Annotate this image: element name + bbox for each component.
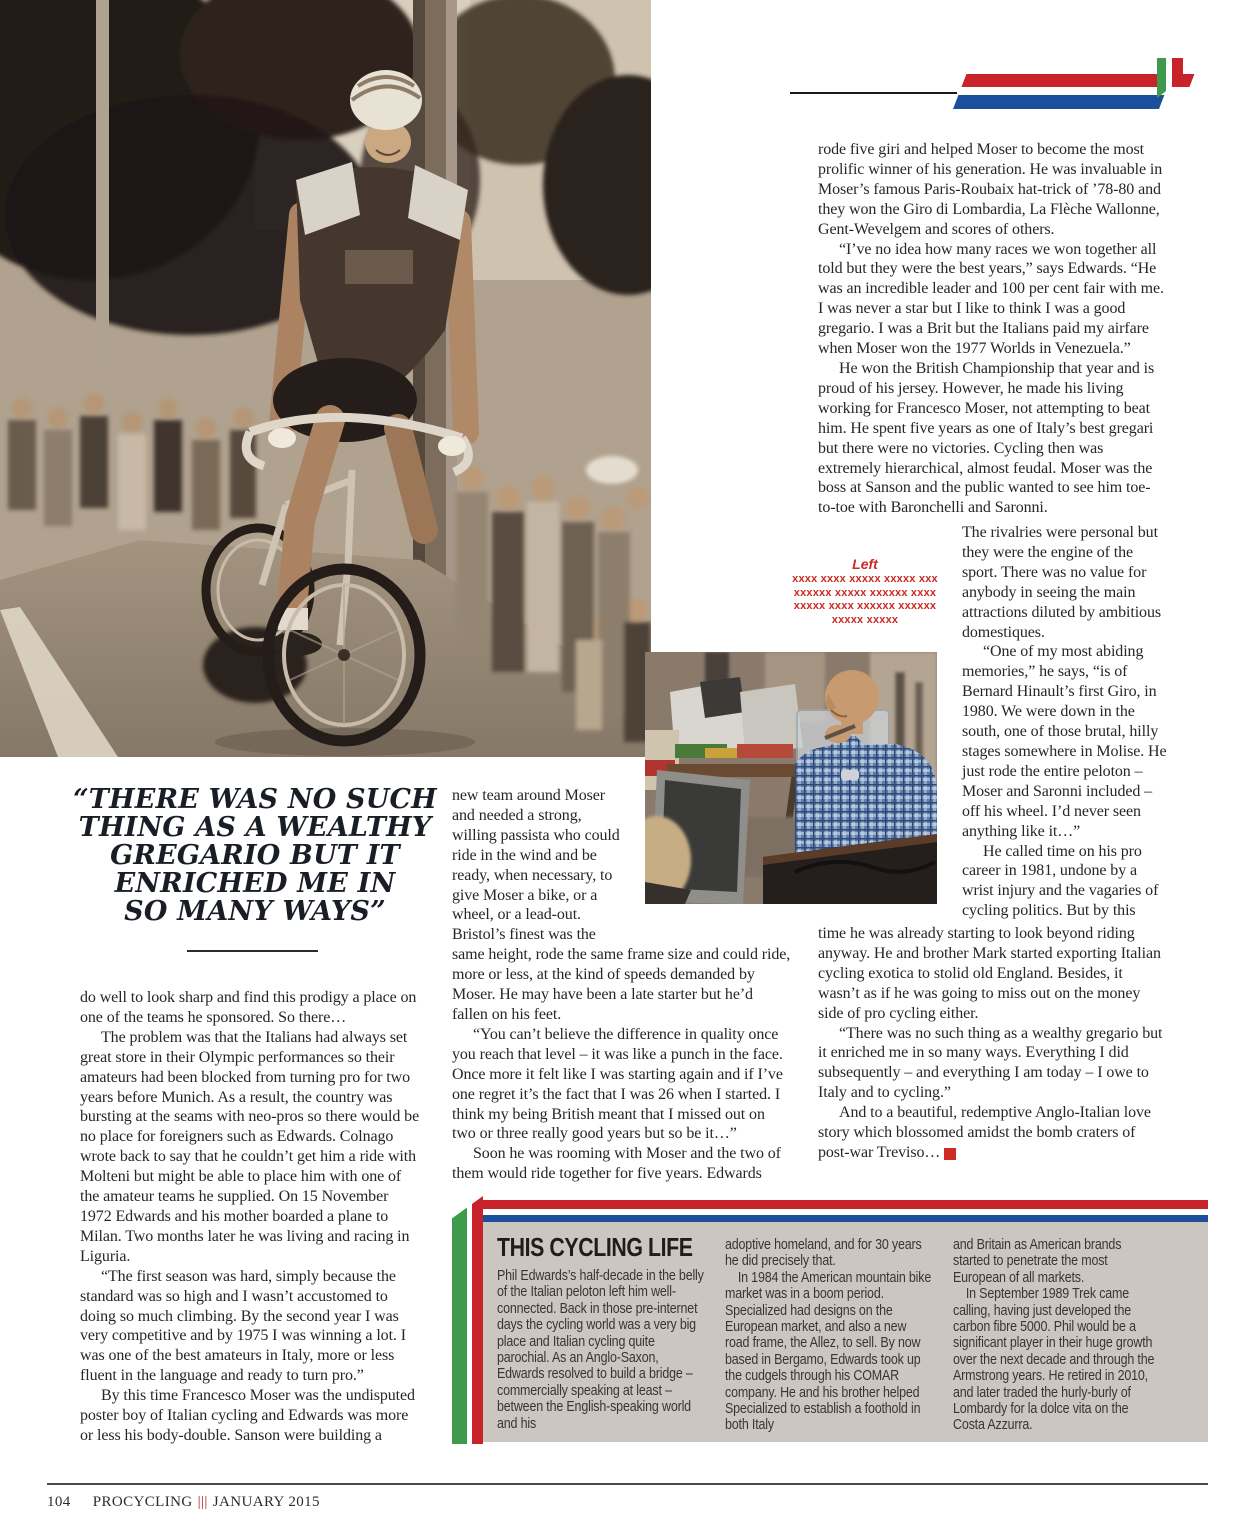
paragraph: The rivalries were personal but they were the engine of the sport. There was no value for anybody in seeing the main attractions diluted by ambitious domestiques. bbox=[962, 524, 1161, 641]
paragraph: time he was already starting to look beyond riding anyway. He and brother Mark started exporting Italian cycling exotica to stolid old England. Besides, it wasn’t as if he was going to miss out on the money side of pro cycling either. bbox=[818, 925, 1161, 1022]
caption-line: xxxxxx xxxxx xxxxxx xxxx bbox=[793, 586, 937, 599]
footer-separator: ||| bbox=[197, 1494, 208, 1510]
paragraph: “There was no such thing as a wealthy gregario but it enriched me in so many ways. Everything I did subsequently – and everything I am today – I owe to Italy and to cycling.” bbox=[818, 1024, 1163, 1102]
paragraph: new team around Moser and needed a strong, willing passista who could ride in the wind and be ready, when necessary, to give Moser a bike, or a wheel, or a lead-out. Bristol’s finest was the same height, rode the same frame size and could ride, more or less, at the kind of speeds demanded by Moser. He may have been a late starter but he’d fallen on his feet. bbox=[452, 787, 791, 1023]
footer-rule bbox=[47, 1483, 1208, 1485]
paragraph: “You can’t believe the difference in quality once you reach that level – it was like a punch in the face. Once more it felt like I was starting again and if I’ve one regret it’s the fact that I was 26 when I started. I think my being British meant that I missed out on two or three really good years but so be it…” bbox=[452, 1025, 783, 1143]
pull-quote-line: “THERE WAS NO SUCH bbox=[73, 784, 437, 815]
paragraph: The problem was that the Italians had always set great store in their Olympic performances so their amateurs had been blocked from turning pro for two years before Munich. As a result, the country was bursting at the seams with neo-pros so there would be no place for foreigners such as Edwards. Colnago wrote back to say that he couldn’t get him a ride with Molteni but might be able to place him with one of the amateur teams he supplied. On 15 November 1972 Edwards and his mother boarded a plane to Milan. Two months later he was living and racing in Liguria. bbox=[80, 1028, 420, 1265]
flag-green-stripe bbox=[1157, 58, 1166, 98]
photo-wrap-spacer bbox=[622, 786, 792, 928]
cycling-life-col3 bbox=[953, 1237, 1160, 1434]
box-flag-stripe bbox=[452, 1196, 483, 1444]
box-flag-red bbox=[472, 1196, 483, 1444]
paragraph: and Britain as American brands started to penetrate the most European of all markets. bbox=[953, 1237, 1122, 1286]
paragraph: do well to look sharp and find this prodigy a place on one of the teams he sponsored. So there… bbox=[80, 989, 417, 1026]
cycling-life-title: THIS CYCLING LIFE bbox=[497, 1232, 693, 1262]
paragraph: Soon he was rooming with Moser and the two of them would ride together for five years. Edwards bbox=[452, 1145, 781, 1183]
caption-line: xxxx xxxx xxxxx xxxxx xxx bbox=[792, 573, 938, 585]
main-photo-illustration bbox=[0, 0, 651, 757]
cycling-life-col1 bbox=[497, 1268, 704, 1432]
page-number: 104 bbox=[47, 1494, 71, 1510]
article-left-column bbox=[80, 988, 422, 1446]
ribbon-white-band bbox=[958, 87, 1178, 95]
end-mark: P bbox=[944, 1148, 956, 1160]
box-blue-band bbox=[483, 1215, 1208, 1222]
article-middle-column bbox=[452, 786, 792, 1184]
paragraph: He won the British Championship that year and is proud of his jersey. However, he made his living working for Francesco Moser, not attempting to beat him. He spent five years as one of Italy’s best gregari but there were no victories. Cycling then was extremely hierarchical, almost feudal. Moser was the boss at Sanson and the public wanted to see him toe-to-toe with Baronchelli and Saronni. bbox=[818, 359, 1155, 517]
paragraph bbox=[818, 1103, 1166, 1163]
paragraph: By this time Francesco Moser was the undisputed poster boy of Italian cycling and Edwards was more or less his body-double. Sanson were building a bbox=[80, 1387, 415, 1444]
issue-date: JANUARY 2015 bbox=[212, 1494, 320, 1510]
pull-quote-line: ENRICHED ME IN bbox=[114, 868, 396, 899]
caption-line: xxxxx xxxx xxxxxx xxxxxx bbox=[793, 600, 937, 613]
paragraph-text: And to a beautiful, redemptive Anglo-Italian love story which blossomed amidst the bomb craters of post-war Treviso… bbox=[818, 1104, 1151, 1161]
magazine-name: PROCYCLING bbox=[92, 1494, 193, 1510]
pull-quote-line: GREGARIO BUT IT bbox=[110, 840, 400, 871]
caption-line: xxxxx xxxxx bbox=[831, 613, 899, 626]
paragraph: “One of my most abiding memories,” he says, “is of Bernard Hinault’s first Giro, in 1980. We were down in the south, one of those brutal, hilly stages somewhere in Molise. He just rode the entire peloton – Moser and Saronni included – off his wheel. I’d never seen anything like it…” bbox=[962, 643, 1167, 840]
paragraph: He called time on his pro career in 1981, undone by a wrist injury and the vagaries of cycling politics. But by this bbox=[962, 842, 1159, 920]
paragraph: adoptive homeland, and for 30 years he did precisely that. bbox=[725, 1237, 922, 1270]
photo-caption bbox=[790, 556, 940, 627]
cycling-life-col2 bbox=[725, 1237, 932, 1434]
paragraph: “The first season was hard, simply because the standard was so high and I wasn’t accustomed to doing so much climbing. By the second year I was very competitive and by 1975 I was winning a lot. I was one of the best amateurs in Italy, more or less fluent in the language and ready to turn pro.” bbox=[80, 1267, 406, 1385]
paragraph: In September 1989 Trek came calling, having just developed the carbon fibre 5000. Phil would be a significant player in their huge growth over the next decade and through the Armstrong years. He retired in 2010, and later traded the hurly-burly of Lombardy for la dolce vita on the Costa Azzurra. bbox=[953, 1286, 1155, 1434]
box-red-band bbox=[483, 1200, 1208, 1209]
footer bbox=[47, 1494, 320, 1511]
main-photo-cyclist bbox=[0, 0, 651, 757]
article-right-bottom bbox=[818, 924, 1166, 1163]
paragraph: In 1984 the American mountain bike market was in a boom period. Specialized had designs on the European market, and also a new road frame, the Allez, to sell. By now based in Bergamo, Edwards took up the cudgels through his COMAR company. He and his brother helped Specialized to establish a foothold in both Italy bbox=[725, 1269, 932, 1434]
pull-quote-rule bbox=[187, 950, 318, 952]
paragraph: rode five giri and helped Moser to become the most prolific winner of his generation. He was invaluable in Moser’s famous Paris-Roubaix hat-trick of ’78-80 and they won the Giro di Lombardia, La Flèche Wallonne, Gent-Wevelgem and scores of others. bbox=[818, 141, 1163, 238]
paragraph: “I’ve no idea how many races we won together all told but they were the best years,” says Edwards. “He was an incredible leader and 100 per cent fair with me. I was never a star but I like to think I was a good gregario. I was a Brit but the Italians paid my airfare when Moser won the 1977 Worlds in Venezuela.” bbox=[818, 240, 1164, 358]
caption-label: Left bbox=[852, 556, 878, 572]
article-right-narrow bbox=[962, 523, 1167, 921]
article-right-top bbox=[818, 140, 1166, 518]
pull-quote-line: THING AS A WEALTHY bbox=[78, 812, 432, 843]
paragraph: Phil Edwards’s half-decade in the belly of the Italian peloton left him well-connected. Back in those pre-internet days the cycling world was a very big place and Italian cycling quite parochial. As an Anglo-Saxon, Edwards resolved to build a bridge – commercially speaking at least – between the English-speaking world and his bbox=[497, 1268, 704, 1432]
ribbon-blue-band bbox=[953, 95, 1164, 109]
box-flag-green bbox=[452, 1196, 467, 1444]
header-rule bbox=[790, 92, 957, 94]
pull-quote bbox=[65, 786, 445, 926]
pull-quote-line: SO MANY WAYS” bbox=[124, 896, 386, 927]
